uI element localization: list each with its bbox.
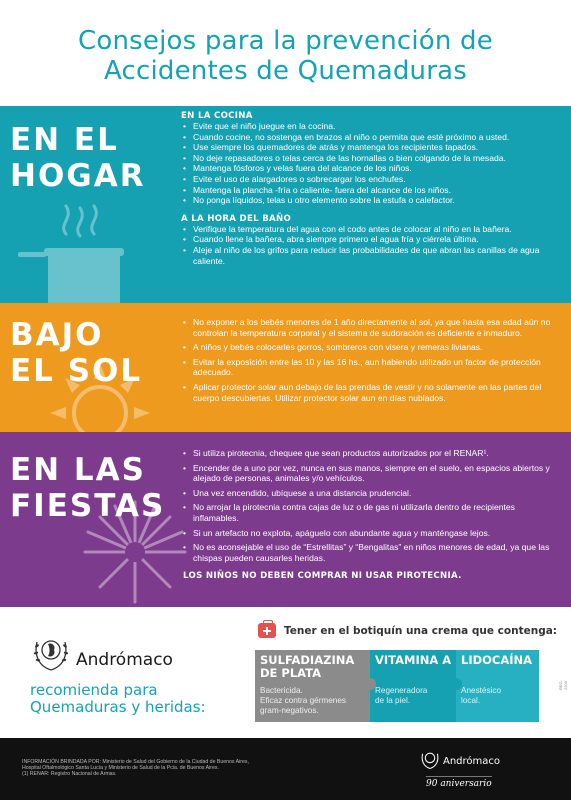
page-title [0, 26, 571, 86]
andromaco-logo-icon [420, 748, 440, 770]
kit-text: Tener en el botiquín una crema que contenga: [284, 625, 558, 637]
section-fiestas [0, 432, 571, 607]
hogar-content [181, 111, 553, 266]
ingredient-name: LIDOCAÍNA [461, 653, 533, 667]
list-item: • Cuando llene la bañera, abra siempre primero el agua fría y ciérrela última. [181, 234, 553, 245]
list-item: • Mantenga la plancha -fría o caliente- fuera del alcance de los niños. [181, 185, 553, 196]
list-item: • Evitar la exposición entre las 10 y las 16 hs., aun habiendo utilizado un factor de protección adecuado. [181, 357, 553, 378]
recommend-text [30, 682, 230, 716]
list-item: • Cuando cocine, no sostenga en brazos al niño o permita que esté próximo a usted. [181, 132, 553, 143]
recommend-line-2: Quemaduras y heridas: [30, 698, 206, 716]
card-connector [450, 678, 462, 690]
footer-info [22, 759, 249, 778]
list-item: • No exponer a los bebés menores de 1 año directamente al sol, ya que hasta esa edad aún no controlan la temperatura corporal y el sistema de sudoración es deficiente e inmaduro. [181, 317, 553, 338]
first-aid-kit-icon [258, 623, 276, 638]
recommend-line-1: recomienda para [30, 681, 158, 699]
section-title-sol: BAJO EL SOL [10, 317, 143, 389]
footer-info-line-2: Hospital Oftalmológico Santa Lucía y Ministerio de Salud de la Pcia. de Buenos Aires. [22, 765, 219, 772]
sol-content [181, 317, 553, 407]
footer-brand: Andrómaco [443, 756, 501, 767]
footer [0, 738, 571, 800]
list-item: • Evite el uso de alargadores o sobrecargar los enchufes. [181, 174, 553, 185]
header [0, 0, 571, 106]
list-item: • No ponga líquidos, telas u otro elemento sobre la estufa o calefactor. [181, 195, 553, 206]
list-fiestas [181, 448, 553, 563]
steaming-pot-icon [18, 196, 138, 303]
subhead-bano: A LA HORA DEL BAÑO [181, 213, 292, 224]
list-item: • Aplicar protector solar aun debajo de las prendas de vestir y no solamente en las partes del cuerpo descubiertas. Utilizar protector solar aun en días nublados. [181, 382, 553, 403]
section-title-hogar: EN EL HOGAR [10, 122, 146, 194]
ingredient-cards [255, 650, 539, 722]
list-item: • Mantenga fósforos y velas fuera del alcance de los niños. [181, 163, 553, 174]
list-item: • Use siempre los quemadores de atrás y mantenga los recipientes tapados. [181, 142, 553, 153]
list-item: • A niños y bebés colocarles gorros, sombreros con visera y remeras livianas. [181, 342, 553, 353]
list-item: • Aleje al niño de los grifos para reducir las probabilidades de que abran las canillas de agua caliente. [181, 245, 553, 266]
andromaco-logo-icon [32, 632, 70, 672]
list-item: • Encender de a uno por vez, nunca en sus manos, siempre en el suelo, en espacios abiertos y alejado de personas, animales y/o vehículos. [181, 463, 553, 484]
ingredient-card-sulfadiazina [255, 650, 370, 722]
list-item: • Verifique la temperatura del agua con el codo antes de colocar al niño en la bañera. [181, 224, 553, 235]
list-bano [181, 224, 553, 266]
list-item: • No arrojar la pirotecnia contra cajas de luz o de gas ni utilizarla dentro de recipientes inflamables. [181, 502, 553, 523]
ingredient-desc: Bactericida. Eficaz contra gérmenes gram-negativos. [260, 686, 347, 715]
section-hogar [0, 106, 571, 303]
title-line-1: Consejos para la prevención de [78, 26, 493, 56]
ingredient-card-vitamina-a [370, 650, 456, 722]
brand-name: Andrómaco [76, 650, 173, 670]
side-code: REG-2204 [558, 680, 568, 690]
list-cocina [181, 121, 553, 206]
list-item: • No deje repasadores o telas cerca de las hornallas o bien colgando de la mesada. [181, 153, 553, 164]
list-item: • Si un artefacto no explota, apáguelo con abundante agua y manténgase lejos. [181, 528, 553, 539]
footer-info-line-1: INFORMACIÓN BRINDADA POR: Ministerio de Salud del Gobierno de la Ciudad de Buenos Aires, [22, 759, 249, 765]
section-title-fiestas: EN LAS FIESTAS [10, 452, 166, 524]
list-item: • No es aconsejable el uso de “Estrellitas” y “Bengalitas” en niños menores de edad, ya que las chispas pueden causarles heridas. [181, 542, 553, 563]
ingredient-name: VITAMINA A [375, 653, 452, 667]
title-line-2: Accidentes de Quemaduras [103, 56, 468, 86]
list-item: • Evite que el niño juegue en la cocina. [181, 121, 553, 132]
footer-info-line-3: (1) RENAR: Registro Nacional de Armas. [22, 771, 117, 778]
fiestas-content [181, 448, 553, 581]
ingredient-card-lidocaina [456, 650, 539, 722]
list-sol [181, 317, 553, 403]
subhead-cocina: EN LA COCINA [181, 111, 253, 121]
anniversary-text: 90 aniversario [426, 776, 492, 789]
ingredient-name: SULFADIAZINA DE PLATA [260, 653, 355, 680]
list-item: • Una vez encendido, ubíquese a una distancia prudencial. [181, 488, 553, 499]
card-connector [364, 678, 376, 690]
section-sol [0, 303, 571, 432]
pirotecnia-warning: LOS NIÑOS NO DEBEN COMPRAR NI USAR PIROTECNIA. [183, 571, 462, 582]
ingredient-desc: Regeneradora de la piel. [375, 686, 428, 705]
list-item: • Si utiliza pirotecnia, chequee que sean productos autorizados por el RENAR¹. [181, 448, 553, 459]
ingredient-desc: Anestésico local. [461, 686, 502, 705]
